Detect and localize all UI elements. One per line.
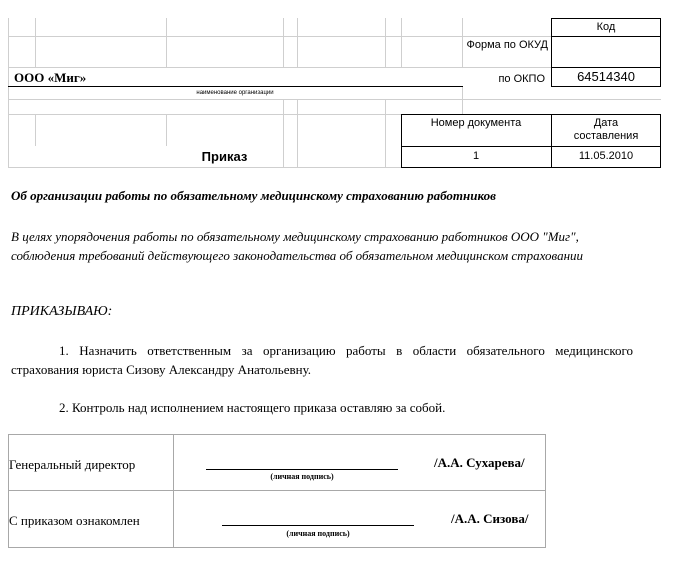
signature-line: [222, 525, 414, 526]
grid-line: [297, 18, 298, 68]
code-divider: [551, 67, 661, 68]
signature-role: С приказом ознакомлен: [9, 513, 140, 528]
signature-role: Генеральный директор: [9, 457, 136, 472]
grid-line: [385, 100, 386, 168]
org-name: ООО «Миг»: [14, 70, 87, 85]
doc-date: 11.05.2010: [578, 150, 634, 162]
okud-label: Форма по ОКУД: [466, 39, 548, 51]
grid-line: [401, 18, 402, 68]
doc-number-label: Номер документа: [430, 117, 522, 129]
grid-line: [8, 99, 661, 100]
signature-col-divider: [173, 434, 174, 548]
doc-number: 1: [472, 150, 480, 162]
doc-date-label: Дата составления: [573, 117, 639, 142]
order-title: Об организации работы по обязательному медицинскому страхованию работников: [11, 188, 496, 203]
signature-name: /А.А. Сизова/: [451, 511, 529, 526]
grid-line: [8, 36, 551, 37]
grid-line: [166, 114, 167, 146]
doc-info-divider: [401, 146, 661, 147]
grid-line: [35, 18, 36, 68]
code-divider: [551, 36, 661, 37]
signature-caption: (личная подпись): [286, 529, 350, 538]
grid-line: [8, 167, 401, 168]
grid-line: [385, 18, 386, 68]
signature-line: [206, 469, 398, 470]
grid-line: [462, 86, 463, 114]
okpo-label: по ОКПО: [498, 73, 545, 85]
signature-caption: (личная подпись): [270, 472, 334, 481]
order-purpose: В целях упорядочения работы по обязательному медицинскому страхованию работников ООО "Миг", соблюдения требований действующего законодательства об обязательном медицинском страховании: [11, 229, 584, 263]
org-name-underline: [8, 86, 463, 87]
doc-type: Приказ: [201, 149, 248, 164]
grid-line: [8, 67, 551, 68]
grid-line: [283, 18, 284, 68]
okpo-value: 64514340: [577, 69, 635, 84]
order-word: ПРИКАЗЫВАЮ:: [11, 304, 113, 319]
code-label: Код: [596, 21, 616, 33]
grid-line: [166, 18, 167, 68]
grid-line: [8, 114, 401, 115]
signature-row-divider: [8, 490, 546, 491]
org-caption: наименование организации: [196, 90, 274, 96]
grid-line: [8, 18, 9, 168]
signature-name: /А.А. Сухарева/: [434, 455, 525, 470]
grid-line: [297, 100, 298, 168]
grid-line: [283, 100, 284, 168]
order-item-1: 1. Назначить ответственным за организацию работы в области обязательного медицинского страхования юриста Сизову Александру Анатольевну.: [11, 343, 633, 377]
order-item-2: 2. Контроль над исполнением настоящего приказа оставляю за собой.: [59, 400, 446, 415]
grid-line: [35, 114, 36, 146]
